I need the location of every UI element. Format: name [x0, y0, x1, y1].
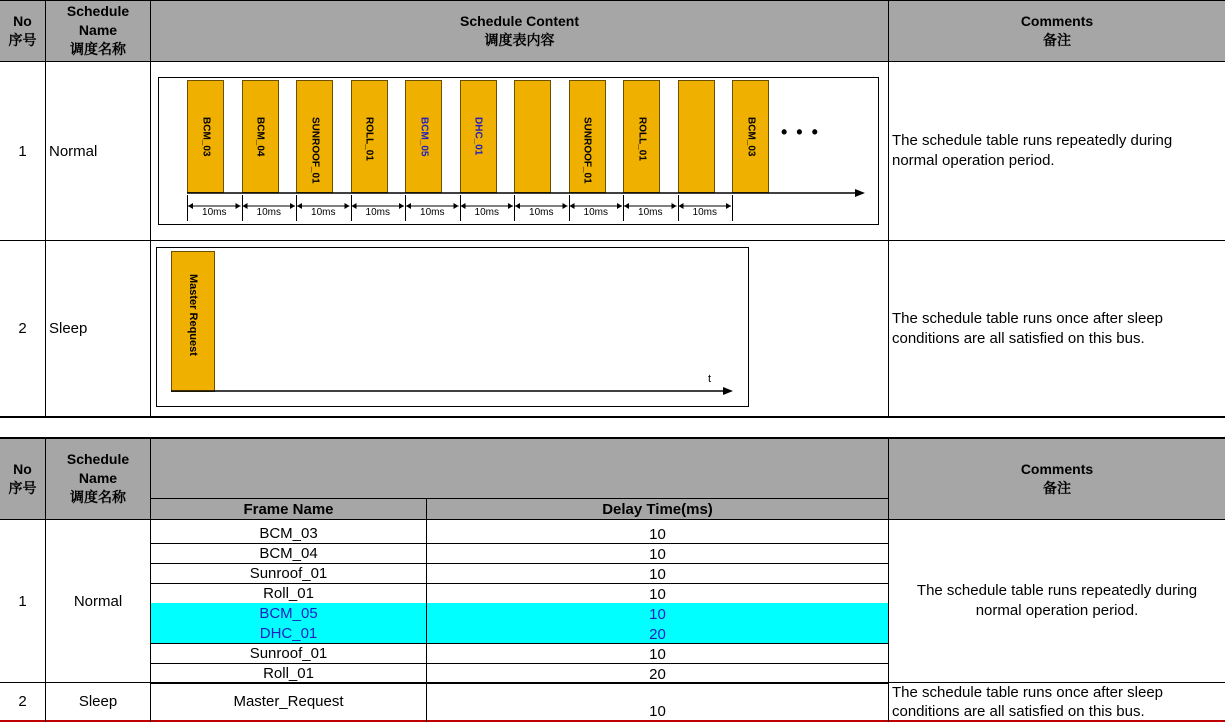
header-content-cn: 调度表内容	[484, 31, 555, 48]
frame-label: BCM_05	[418, 117, 429, 157]
arrow-head	[563, 203, 568, 209]
comment-line: normal operation period.	[975, 602, 1139, 619]
frame-label: Master Request	[187, 274, 199, 356]
row-comment	[892, 241, 1222, 416]
header-comments	[889, 438, 1225, 519]
ellipsis: • • •	[781, 122, 820, 142]
interval-label: 10ms	[638, 207, 663, 218]
arrow-head	[345, 203, 350, 209]
arrow-head	[624, 203, 629, 209]
header-no-cn: 序号	[8, 479, 37, 496]
grid-line	[0, 0, 1225, 1]
header-schedule-name	[46, 438, 150, 519]
frame-name-cell: BCM_03	[259, 524, 318, 542]
delay-time-cell: 10	[649, 545, 666, 563]
header-schedule-name-line1: Schedule	[66, 3, 130, 19]
grid-line	[150, 0, 151, 417]
frame-name-cell: Roll_01	[263, 584, 314, 602]
arrow-head	[297, 203, 302, 209]
header-no-cn: 序号	[8, 31, 37, 48]
arrow-head	[406, 203, 411, 209]
sleep-axis-arrow	[723, 387, 733, 395]
header-content-en: Schedule Content	[459, 12, 579, 29]
comment-text	[892, 131, 1172, 171]
header-schedule-name-line2: Name	[78, 22, 118, 38]
header-schedule-name-line2: Name	[78, 470, 118, 486]
interval-label: 10ms	[583, 207, 608, 218]
delay-time-cell: 10	[649, 585, 666, 603]
interval-arrows	[159, 78, 878, 224]
header-no	[0, 0, 45, 61]
arrow-head	[236, 203, 241, 209]
header-blank	[151, 438, 888, 499]
header-schedule-name-cn: 调度名称	[70, 41, 126, 57]
delay-time-cell: 20	[649, 665, 666, 683]
row-comment	[892, 62, 1222, 240]
arrow-head	[290, 203, 295, 209]
header-no	[0, 438, 45, 519]
row-schedule-name: Sleep	[49, 320, 88, 337]
comment-line: The schedule table runs once after sleep	[892, 684, 1164, 701]
header-schedule-content	[151, 0, 888, 61]
comment-line: The schedule table runs repeatedly during	[892, 132, 1173, 149]
interval-label: 10ms	[529, 207, 554, 218]
delay-time-cell: 20	[427, 623, 888, 643]
header-no-en: No	[13, 12, 32, 29]
grid-line	[0, 416, 1225, 418]
comment-text	[917, 581, 1197, 621]
time-axis-label: t	[708, 373, 712, 385]
delay-time-cell: 10	[649, 702, 666, 720]
header-frame-name-label: Frame Name	[243, 500, 334, 518]
interval-label: 10ms	[420, 207, 445, 218]
arrow-head	[243, 203, 248, 209]
frame-label: BCM_04	[254, 117, 266, 157]
arrow-head	[570, 203, 575, 209]
arrow-head	[726, 203, 731, 209]
row-no: 1	[18, 142, 27, 160]
comment-text	[892, 309, 1163, 349]
header-comments-cn: 备注	[1043, 479, 1071, 496]
arrow-head	[461, 203, 466, 209]
frame-label: SUNROOF_01	[309, 117, 320, 184]
grid-line	[45, 0, 46, 417]
interval-label: 10ms	[692, 207, 717, 218]
header-frame-name	[151, 499, 426, 519]
comment-line: The schedule table runs once after sleep	[892, 309, 1164, 327]
arrow-head	[672, 203, 677, 209]
arrow-head	[508, 203, 513, 209]
arrow-head	[352, 203, 357, 209]
arrow-head	[399, 203, 404, 209]
arrow-head	[188, 203, 193, 209]
delay-time-cell: 10	[427, 603, 888, 623]
interval-label: 10ms	[474, 207, 499, 218]
header-schedule-name-line1: Schedule	[66, 451, 130, 467]
frame-label: SUNROOF_01	[581, 117, 593, 184]
frame-label: ROLL_01	[363, 117, 375, 161]
delay-time-cell: 10	[649, 565, 666, 583]
grid-line	[151, 498, 888, 499]
header-schedule-name	[46, 0, 150, 61]
row-no: 2	[18, 693, 27, 710]
frame-name-cell: Master_Request	[233, 693, 344, 710]
header-delay-time-label: Delay Time(ms)	[602, 500, 713, 518]
row-no: 2	[18, 320, 27, 337]
comment-text	[892, 683, 1163, 721]
row-comment	[889, 520, 1225, 682]
delay-time-cell: 10	[649, 525, 666, 543]
frame-label: DHC_01	[472, 117, 484, 156]
frame-name-cell: DHC_01	[151, 623, 426, 643]
interval-label: 10ms	[365, 207, 390, 218]
comment-line: conditions are all satisfied on this bus.	[892, 329, 1145, 347]
frame-name-cell: BCM_05	[151, 603, 426, 623]
comment-line: normal operation period.	[892, 152, 1055, 169]
interval-label: 10ms	[256, 207, 281, 218]
frame-label: BCM_03	[200, 117, 211, 157]
arrow-head	[454, 203, 459, 209]
arrow-head	[617, 203, 622, 209]
frame-name-cell: BCM_04	[259, 544, 318, 562]
header-comments-cn: 备注	[1043, 31, 1071, 48]
row-no: 1	[18, 592, 27, 610]
header-comments	[889, 0, 1225, 61]
frame-label: ROLL_01	[636, 117, 647, 161]
row-comment	[892, 683, 1225, 720]
comment-line: The schedule table runs repeatedly during	[916, 582, 1198, 599]
sleep-axis-svg	[157, 248, 748, 406]
normal-schedule-diagram	[158, 77, 879, 225]
frame-label: BCM_03	[745, 117, 756, 157]
grid-line	[0, 437, 1225, 439]
header-schedule-name-cn: 调度名称	[70, 489, 126, 505]
interval-label: 10ms	[202, 207, 227, 218]
delay-time-cell: 10	[649, 645, 666, 663]
frame-name-cell: Sunroof_01	[249, 644, 328, 662]
sleep-schedule-diagram	[156, 247, 749, 407]
frame-name-cell: Roll_01	[263, 664, 314, 682]
header-comments-en: Comments	[1020, 460, 1094, 477]
arrow-head	[515, 203, 520, 209]
header-delay-time	[427, 499, 888, 519]
frame-name-cell: Sunroof_01	[249, 564, 328, 582]
header-no-en: No	[13, 460, 32, 477]
row-schedule-name: Normal	[49, 142, 98, 160]
header-comments-en: Comments	[1020, 12, 1094, 29]
comment-line: conditions are all satisfied on this bus.	[892, 703, 1145, 720]
interval-label: 10ms	[311, 207, 336, 218]
arrow-head	[679, 203, 684, 209]
grid-line	[888, 0, 889, 417]
row-schedule-name: Sleep	[78, 693, 118, 710]
row-schedule-name: Normal	[73, 592, 123, 610]
